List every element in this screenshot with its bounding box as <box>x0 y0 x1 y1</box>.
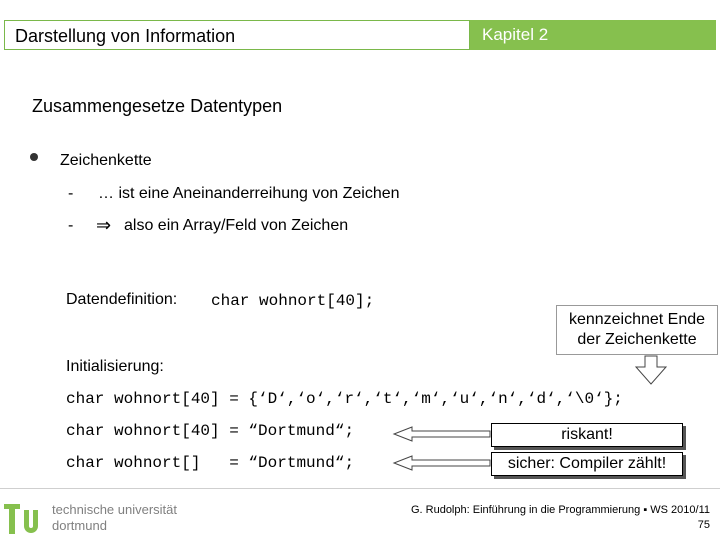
university-name <box>52 502 177 534</box>
footer-divider <box>0 488 720 489</box>
safe-note: sicher: Compiler zählt! <box>491 452 683 476</box>
implies-arrow-icon: ⇒ <box>96 215 112 236</box>
sub-bullet-dash: - <box>68 217 74 234</box>
section-title: Zusammengesetze Datentypen <box>32 96 283 116</box>
callout-line: kennzeichnet Ende <box>568 311 706 328</box>
bullet-zeichenkette: Zeichenkette <box>60 152 152 169</box>
university-line: dortmund <box>52 518 107 533</box>
callout-down-arrow <box>636 356 666 384</box>
callout-line: der Zeichenkette <box>577 331 697 348</box>
init-code-line: char wohnort[] = “Dortmund“; <box>66 454 355 472</box>
sub-bullet-text: … ist eine Aneinanderreihung von Zeichen <box>98 185 400 202</box>
tu-logo <box>4 500 44 536</box>
sub-bullet-text: also ein Array/Feld von Zeichen <box>124 217 349 234</box>
definition-code: char wohnort[40]; <box>211 292 375 310</box>
definition-label: Datendefinition: <box>66 291 178 308</box>
university-line: technische universität <box>52 502 178 517</box>
init-code-line: char wohnort[40] = “Dortmund“; <box>66 422 355 440</box>
page-number: 75 <box>697 519 710 531</box>
initialization-label: Initialisierung: <box>66 358 164 375</box>
sub-bullet-dash: - <box>68 185 74 202</box>
safe-left-arrow <box>394 456 490 470</box>
lecture-credit: G. Rudolph: Einführung in die Programmierung ▪ WS 2010/11 <box>410 504 710 516</box>
risky-note: riskant! <box>491 423 683 447</box>
init-code-line: char wohnort[40] = {‘D‘,‘o‘,‘r‘,‘t‘,‘m‘,‘u‘,‘n‘,‘d‘,‘\0‘}; <box>66 390 623 408</box>
risky-left-arrow <box>394 427 490 441</box>
chapter-label: Kapitel 2 <box>470 20 716 50</box>
slide-title-left: Darstellung von Information <box>4 20 470 50</box>
